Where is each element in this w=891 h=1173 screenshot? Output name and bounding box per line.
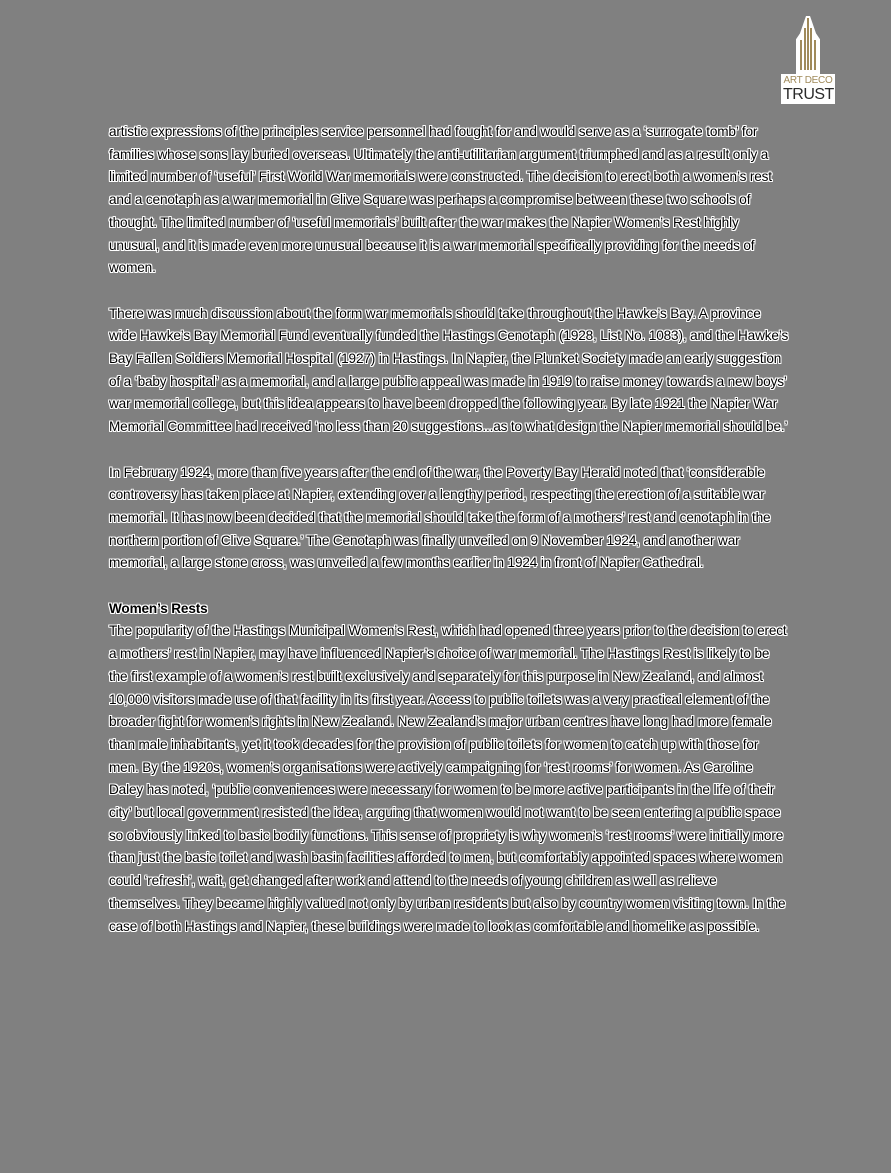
paragraph-february-1924: In February 1924, more than five years after the end of the war, the Poverty Bay Herald noted that ‘considerable controversy has taken place at Napier, extending over a lengthy period, respecting the erection of a suitable war memorial. It has now been decided that the memorial should take the form of a mothers’ rest and cenotaph in the northern portion of Clive Square.’ The Cenotaph was finally unveiled on 9 November 1924, and another war memorial, a large stone cross, was unveiled a few months earlier in 1924 in front of Napier Cathedral. — [109, 464, 771, 571]
logo-line-art-deco: ART DECO — [783, 75, 833, 86]
section-heading-womens-rests: Women’s Rests — [109, 600, 208, 616]
logo-line-trust: TRUST — [783, 86, 834, 103]
paragraph-womens-rests: The popularity of the Hastings Municipal Women’s Rest, which had opened three years prior to the decision to erect a mothers’ rest in Napier, may have influenced Napier’s choice of war memorial. The Hastings Rest is likely to be the first example of a women’s rest built exclusively and separately for this purpose in New Zealand, and almost 10,000 visitors made use of that facility in its first year. Access to public toilets was a very practical element of the broader fight for women’s rights in New Zealand. New Zealand’s major urban centres have long had more female than male inhabitants, yet it took decades for the provision of public toilets for women to catch up with those for men. By the 1920s, women’s organisations were actively campaigning for ‘rest rooms’ for women. As Caroline Daley has noted, ‘public conveniences were necessary for women to be more active participants in the life of their city’ but local government resisted the idea, arguing that women would not want to be seen entering a public space so obviously linked to basic bodily functions. This sense of propriety is why women’s ‘rest rooms’ were initially more than just the basic toilet and wash basin facilities afforded to men, but comfortably appointed spaces where women could ‘refresh’, wait, get changed after work and attend to the needs of young children as well as relieve themselves. They became highly valued not only by urban residents but also by country women visiting town. In the case of both Hastings and Napier, these buildings were made to look as comfortable and homelike as possible. — [109, 623, 787, 934]
paragraph-hawkes-bay-discussion: There was much discussion about the form war memorials should take throughout the Hawke’s Bay. A province wide Hawke’s Bay Memorial Fund eventually funded the Hastings Cenotaph (1928, List No. 1083), and the Hawke’s Bay Fallen Soldiers Memorial Hospital (1927) in Hastings. In Napier, the Plunket Society made an early suggestion of a ‘baby hospital’ as a memorial, and a large public appeal was made in 1919 to raise money towards a new boys’ war memorial college, but this idea appears to have been dropped the following year. By late 1921 the Napier War Memorial Committee had received ‘no less than 20 suggestions...as to what design the Napier memorial should be.’ — [109, 305, 789, 435]
skyscraper-logo-icon — [788, 16, 828, 74]
art-deco-trust-logo — [779, 16, 837, 106]
document-body — [109, 121, 789, 938]
paragraph-useful-memorials: artistic expressions of the principles service personnel had fought for and would serve as a ‘surrogate tomb’ for families whose sons lay buried overseas. Ultimately the anti-utilitarian argument triumphed and as a result only a limited number of ‘useful’ First World War memorials were constructed. The decision to erect both a women’s rest and a cenotaph as a war memorial in Clive Square was perhaps a compromise between these two schools of thought. The limited number of ‘useful memorials’ built after the war makes the Napier Women’s Rest highly unusual, and it is made even more unusual because it is a war memorial specifically providing for the needs of women. — [109, 124, 772, 276]
logo-text — [781, 74, 835, 104]
